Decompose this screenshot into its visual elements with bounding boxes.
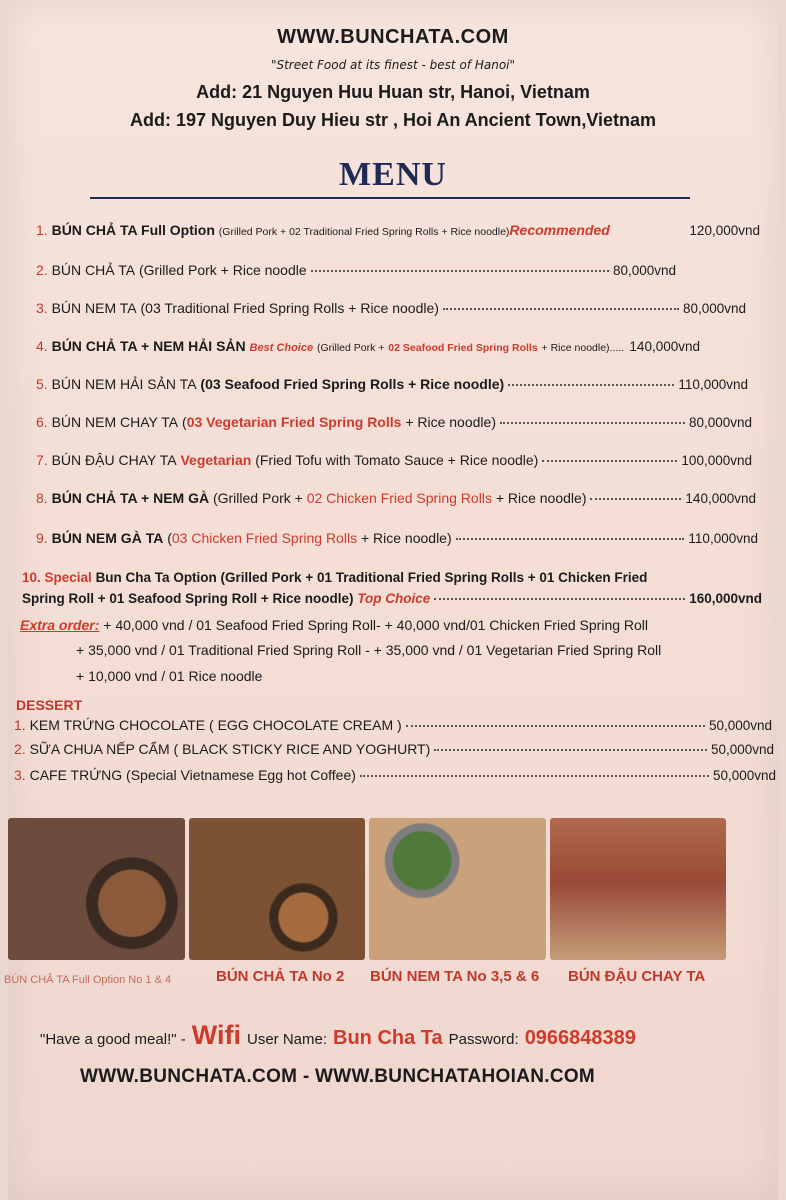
item-price: 80,000vnd: [612, 263, 676, 278]
extra-order-label: Extra order:: [20, 617, 100, 633]
item-number: 6.: [36, 414, 48, 430]
item-name: BÚN CHẢ TA + NEM GÀ: [51, 490, 210, 506]
photo-caption-1: BÚN CHẢ TA Full Option No 1 & 4: [4, 974, 172, 986]
extra-order-line-2: [76, 642, 661, 658]
address-hanoi: Add: 21 Nguyen Huu Huan str, Hanoi, Vietnam: [196, 82, 590, 102]
photo-bun-dau-chay: [550, 818, 727, 960]
item-tag: Top Choice: [357, 591, 431, 606]
item-tag: Recommended: [509, 222, 610, 238]
leader-dots: [311, 270, 609, 272]
item-desc: Spring Roll + 01 Seafood Spring Roll + Rice noodle): [22, 591, 354, 606]
greeting: "Have a good meal!" -: [40, 1031, 186, 1048]
menu-item-9: [36, 530, 758, 546]
leader-dots: [443, 308, 679, 310]
item-name: BÚN NEM HẢI SẢN TA: [51, 376, 197, 392]
item-desc-highlight: 03 Chicken Fried Spring Rolls: [171, 530, 358, 546]
item-number: 8.: [36, 490, 48, 506]
item-desc: + Rice noodle): [405, 414, 496, 430]
menu-item-2: [36, 262, 676, 278]
item-desc: (03 Seafood Fried Spring Rolls + Rice noodle): [200, 376, 505, 392]
wifi-user-label: User Name:: [246, 1031, 328, 1048]
item-number: 4.: [36, 338, 48, 354]
item-number: 3.: [36, 300, 48, 316]
menu-item-5: [36, 376, 748, 392]
item-price: 110,000vnd: [678, 377, 748, 392]
item-tag: Vegetarian: [180, 452, 252, 468]
address-hoian: Add: 197 Nguyen Duy Hieu str , Hoi An Ancient Town,Vietnam: [129, 110, 657, 130]
item-desc: (Grilled Pork +: [317, 342, 385, 354]
item-number: 5.: [36, 376, 48, 392]
item-number: 2.: [14, 741, 26, 757]
leader-dots: [456, 538, 685, 540]
photo-bun-cha-full-option: [8, 818, 185, 960]
tagline: "Street Food at its finest - best of Hanoi": [270, 58, 516, 72]
item-price: 80,000vnd: [688, 415, 752, 430]
extra-order-line-1: [20, 617, 648, 633]
item-price: 50,000vnd: [712, 768, 776, 783]
wifi-password: 0966848389: [524, 1027, 636, 1049]
photo-caption-3: BÚN NEM TA No 3,5 & 6: [370, 968, 540, 985]
item-price: 140,000vnd: [685, 491, 756, 506]
leader-dots: [406, 725, 705, 727]
leader-dots: [590, 498, 681, 500]
extra-order-line-3: [76, 668, 262, 684]
leader-dots: [542, 460, 677, 462]
photo-caption-4: BÚN ĐẬU CHAY TA: [568, 968, 706, 985]
menu-item-8: [36, 490, 756, 506]
item-desc-highlight: 02 Chicken Fried Spring Rolls: [306, 490, 492, 506]
item-name: BÚN NEM GÀ TA: [51, 530, 164, 546]
item-desc: Bun Cha Ta Option (Grilled Pork + 01 Traditional Fried Spring Rolls + 01 Chicken Fried: [95, 570, 648, 585]
wifi-pass-label: Password:: [448, 1031, 519, 1048]
dessert-heading: DESSERT: [16, 697, 83, 713]
item-desc: (Grilled Pork + Rice noodle: [138, 262, 307, 278]
item-price: 120,000vnd: [689, 223, 760, 238]
photo-bun-nem: [369, 818, 546, 960]
menu-item-7: [36, 452, 752, 468]
item-price: 140,000vnd: [629, 339, 700, 354]
item-name: BÚN NEM CHAY TA: [51, 414, 179, 430]
item-name: BÚN CHẢ TA: [51, 262, 136, 278]
menu-item-10: [22, 570, 762, 606]
item-desc: + Rice noodle): [360, 530, 452, 546]
item-name: SỮA CHUA NẾP CẨM ( BLACK STICKY RICE AND YOGHURT): [29, 741, 431, 757]
item-desc: (03 Traditional Fried Spring Rolls + Rice noodle): [140, 300, 439, 316]
item-price: 160,000vnd: [689, 591, 762, 606]
item-desc: (Grilled Pork + 02 Traditional Fried Spring Rolls + Rice noodle): [218, 226, 510, 238]
menu-title: MENU: [339, 156, 447, 193]
leader-dots: [500, 422, 685, 424]
food-photo-strip: [8, 818, 726, 960]
extra-order-text: + 10,000 vnd / 01 Rice noodle: [76, 668, 263, 684]
item-desc: + Rice noodle): [495, 490, 587, 506]
item-desc: + Rice noodle).....: [541, 342, 625, 354]
extra-order-text: + 40,000 vnd / 01 Seafood Fried Spring Roll- + 40,000 vnd/01 Chicken Fried Spring Roll: [103, 617, 649, 633]
dessert-item-1: [14, 717, 772, 733]
leader-dots: [434, 749, 707, 751]
item-desc: (Fried Tofu with Tomato Sauce + Rice noodle): [255, 452, 539, 468]
item-number: 10. Special: [22, 570, 92, 585]
menu-item-4: [36, 338, 700, 354]
item-price: 50,000vnd: [708, 718, 772, 733]
item-desc: (Grilled Pork +: [212, 490, 303, 506]
extra-order-text: + 35,000 vnd / 01 Traditional Fried Spring Roll - + 35,000 vnd / 01 Vegetarian Fried Spring Roll: [76, 642, 662, 658]
photo-bun-cha: [189, 818, 366, 960]
menu-item-6: [36, 414, 752, 430]
item-name: KEM TRỨNG CHOCOLATE ( EGG CHOCOLATE CREAM ): [29, 717, 402, 733]
dessert-item-3: [14, 767, 776, 783]
item-number: 3.: [14, 767, 26, 783]
wifi-label: Wifi: [191, 1020, 241, 1050]
item-desc: (: [182, 414, 187, 430]
item-tag: Best Choice: [249, 342, 314, 354]
item-name: BÚN ĐẬU CHAY TA: [51, 452, 177, 468]
item-price: 80,000vnd: [682, 301, 746, 316]
title-divider: [90, 197, 690, 199]
wifi-user: Bun Cha Ta: [333, 1027, 443, 1049]
item-number: 7.: [36, 452, 48, 468]
menu-item-3: [36, 300, 746, 316]
item-price: 100,000vnd: [681, 453, 752, 468]
leader-dots: [360, 775, 709, 777]
item-name: BÚN NEM TA: [51, 300, 137, 316]
item-name: BÚN CHẢ TA Full Option: [51, 222, 215, 238]
leader-dots: [508, 384, 674, 386]
menu-item-1: [36, 222, 760, 238]
photo-caption-2: BÚN CHẢ TA No 2: [216, 968, 345, 985]
item-price: 110,000vnd: [688, 531, 758, 546]
dessert-item-2: [14, 741, 774, 757]
footer-websites: WWW.BUNCHATA.COM - WWW.BUNCHATAHOIAN.COM: [80, 1066, 596, 1087]
item-number: 1.: [36, 222, 48, 238]
item-desc: (: [167, 530, 172, 546]
item-name: CAFE TRỨNG (Special Vietnamese Egg hot Coffee): [29, 767, 356, 783]
item-number: 9.: [36, 530, 48, 546]
item-price: 50,000vnd: [710, 742, 774, 757]
item-number: 1.: [14, 717, 26, 733]
site-url: WWW.BUNCHATA.COM: [277, 26, 509, 48]
wifi-info: [40, 1020, 636, 1051]
item-desc-highlight: 03 Vegetarian Fried Spring Rolls: [186, 414, 402, 430]
item-name: BÚN CHẢ TA + NEM HẢI SẢN: [51, 338, 246, 354]
leader-dots: [434, 598, 685, 600]
item-number: 2.: [36, 262, 48, 278]
item-desc-highlight: 02 Seafood Fried Spring Rolls: [388, 342, 538, 354]
